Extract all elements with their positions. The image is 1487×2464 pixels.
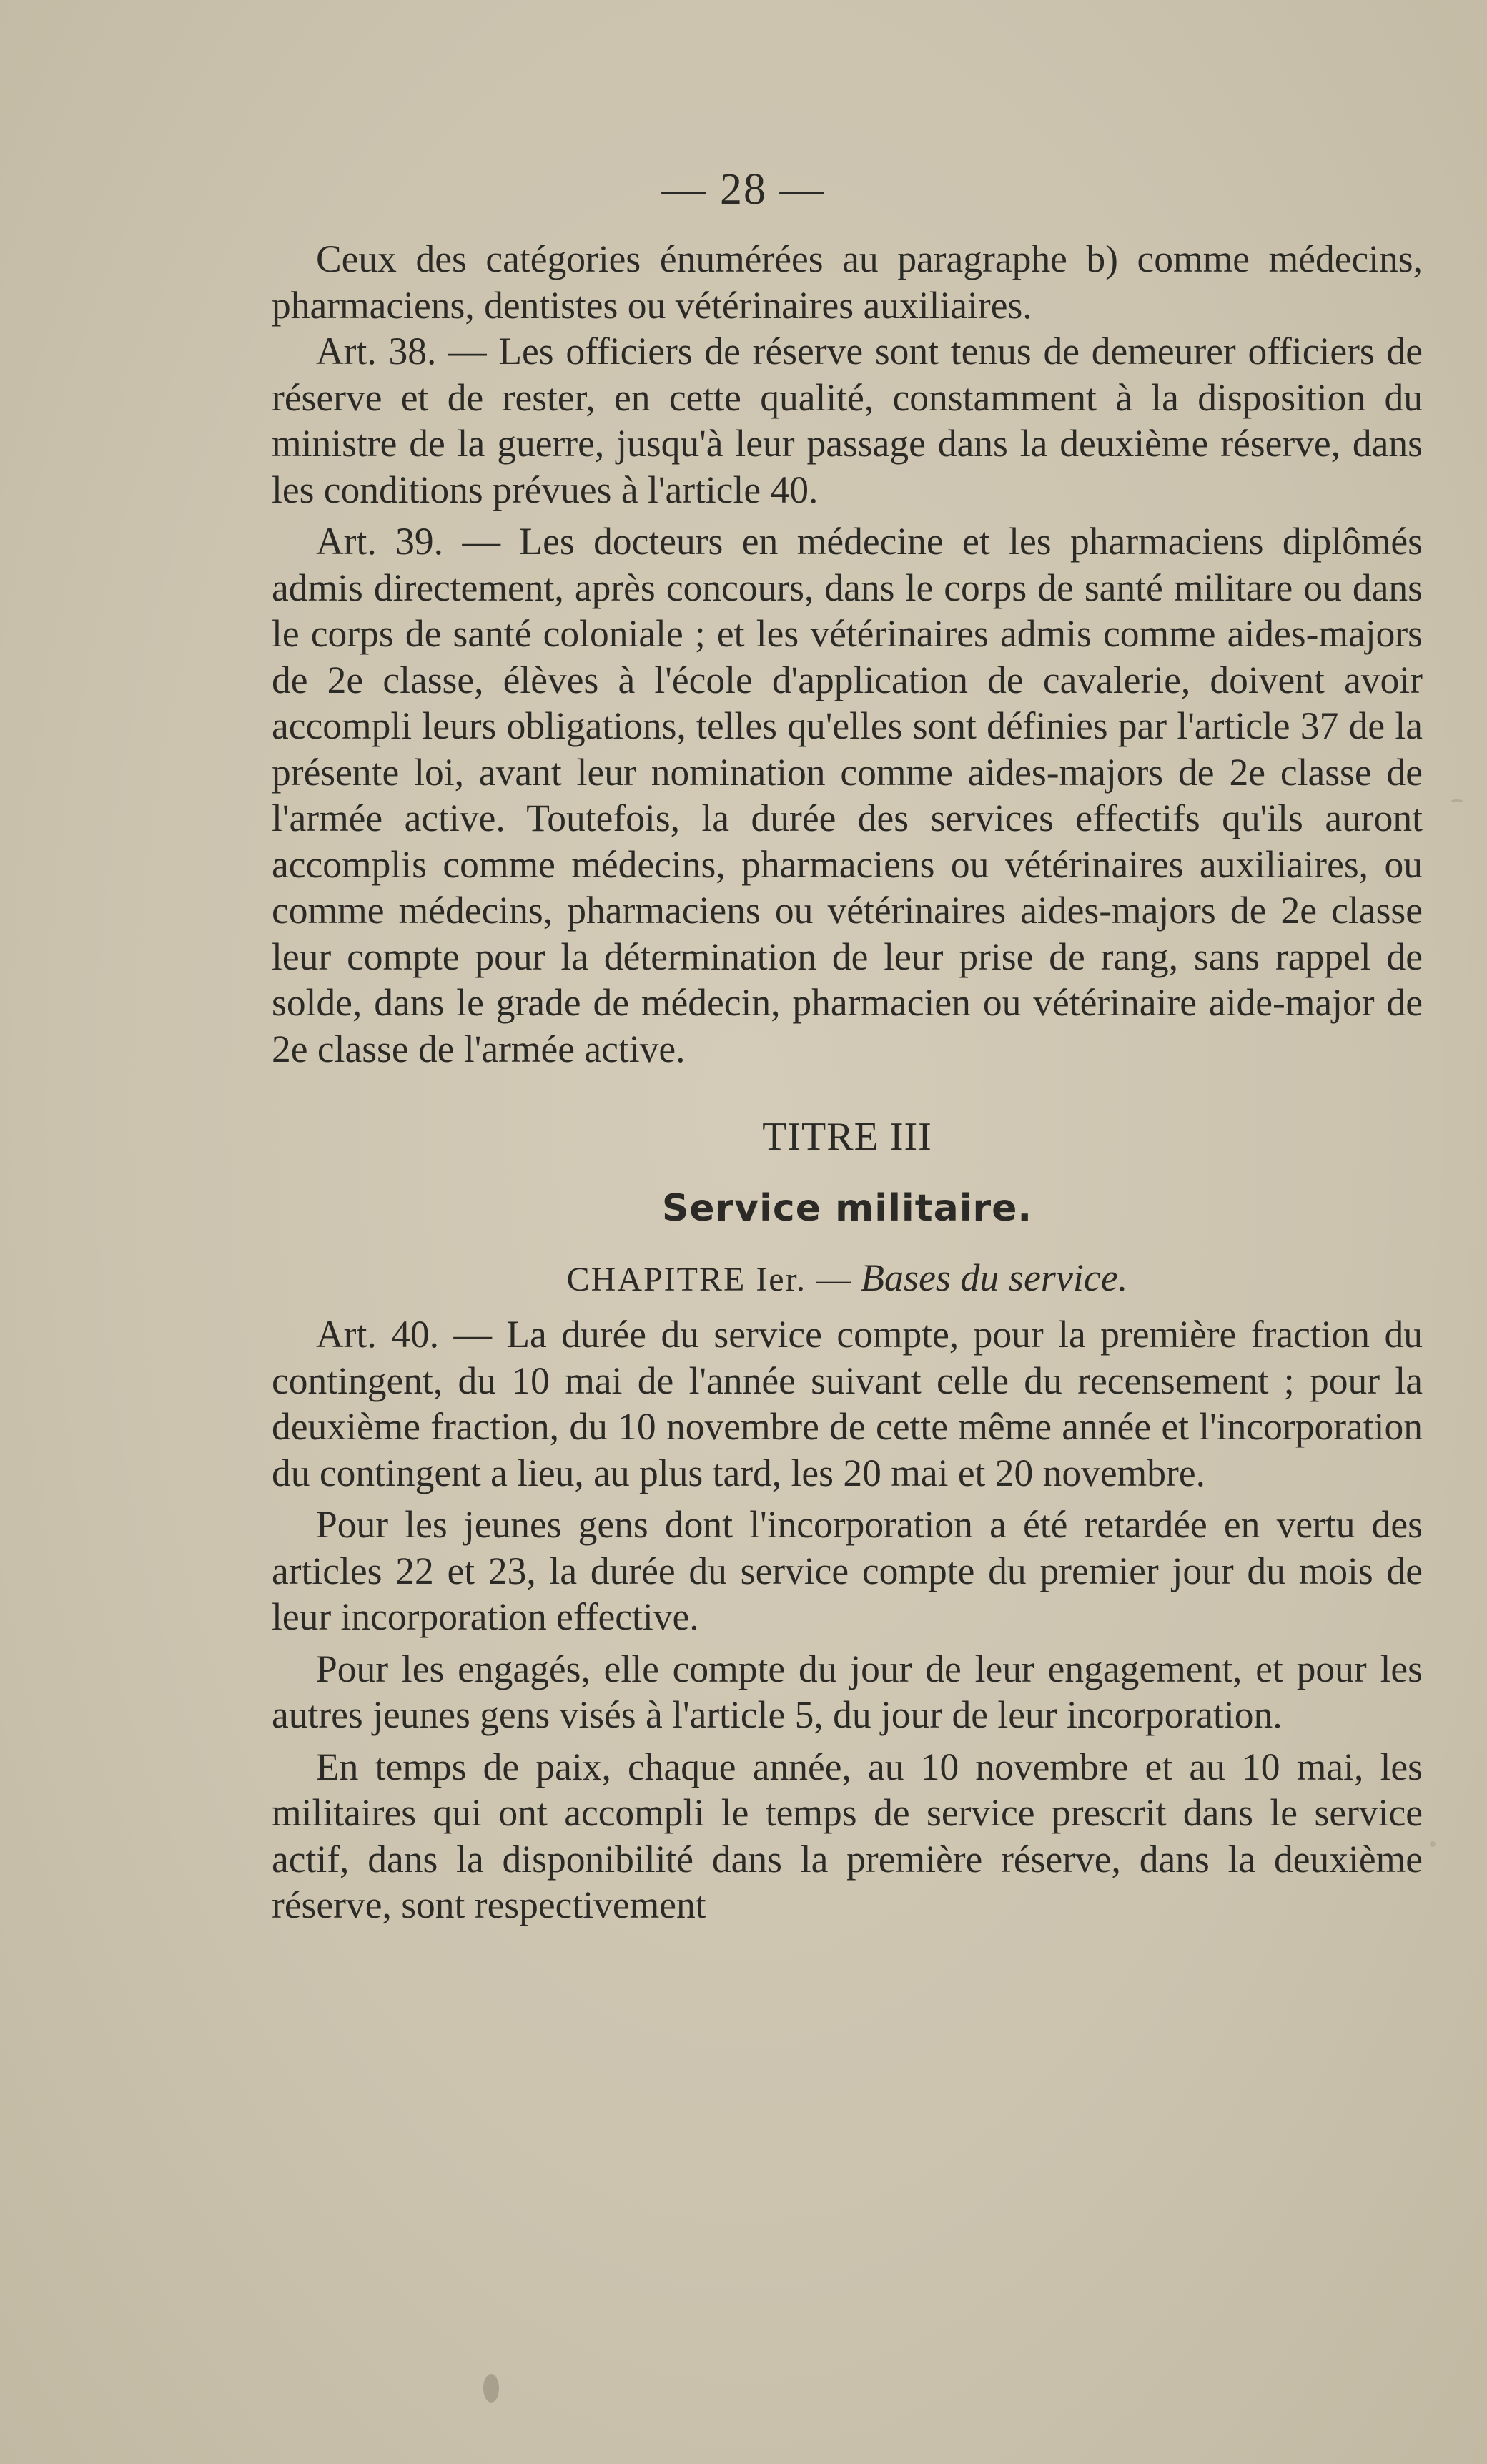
article-40: Art. 40. — La durée du service compte, pour la première fraction du contingent, du 10 mai de l'année suivant celle du recensement ; pour la deuxième fraction, du 10 novembre de cette même année et l'incorporation du contingent a lieu, au plus tard, les 20 mai et 20 novembre. (272, 1313, 1423, 1494)
page-body (272, 236, 1423, 1928)
chapter-label: CHAPITRE Ier. — (566, 1261, 852, 1298)
paragraph-engages: Pour les engagés, elle compte du jour de leur engagement, et pour les autres jeunes gens visés à l'article 5, du jour de leur incorporation. (272, 1647, 1423, 1736)
chapter-heading (272, 1252, 1423, 1306)
chapter-title: Bases du service. (860, 1256, 1128, 1299)
paragraph-categories: Ceux des catégories énumérées au paragraphe b) comme médecins, pharmaciens, dentistes ou vétérinaires auxiliaires. (272, 237, 1423, 327)
paragraph-retarded-incorporation: Pour les jeunes gens dont l'incorporation a été retardée en vertu des articles 22 et 23, la durée du service compte du premier jour du mois de leur incorporation effective. (272, 1503, 1423, 1638)
article-38: Art. 38. — Les officiers de réserve sont tenus de demeurer officiers de réserve et de rester, en cette qualité, constamment à la disposition du ministre de la guerre, jusqu'à leur passage dans la deuxième réserve, dans les conditions prévues à l'article 40. (272, 330, 1423, 511)
article-39: Art. 39. — Les docteurs en médecine et les pharmaciens diplômés admis directement, après concours, dans le corps de santé militare ou dans le corps de santé coloniale ; et les vétérinaires admis comme aides-majors de 2e classe, élèves à l'école d'application de cavalerie, doivent avoir accompli leurs obligations, telles qu'elles sont définies par l'article 37 de la présente loi, avant leur nomination comme aides-majors de 2e classe de l'armée active. Toutefois, la durée des services effectifs qu'ils auront accomplis comme médecins, pharmaciens ou vétérinaires auxiliaires, ou comme médecins, pharmaciens ou vétérinaires aides-majors de 2e classe leur compte pour la détermination de leur prise de rang, sans rappel de solde, dans le grade de médecin, pharmacien ou vétérinaire aide-major de 2e classe de l'armée active. (272, 520, 1423, 1070)
paragraph-peace-time: En temps de paix, chaque année, au 10 novembre et au 10 mai, les militaires qui ont accompli le temps de service prescrit dans le service actif, dans la disponibilité dans la première réserve, dans la deuxième réserve, sont respectivement (272, 1745, 1423, 1926)
titre-heading: TITRE III (762, 1115, 932, 1159)
paper-speck (483, 2374, 499, 2403)
section-heading: Service militaire. (661, 1187, 1033, 1230)
page-number: — 28 — (661, 165, 826, 214)
paper-speck (1430, 1841, 1436, 1847)
paper-speck (1451, 799, 1463, 802)
